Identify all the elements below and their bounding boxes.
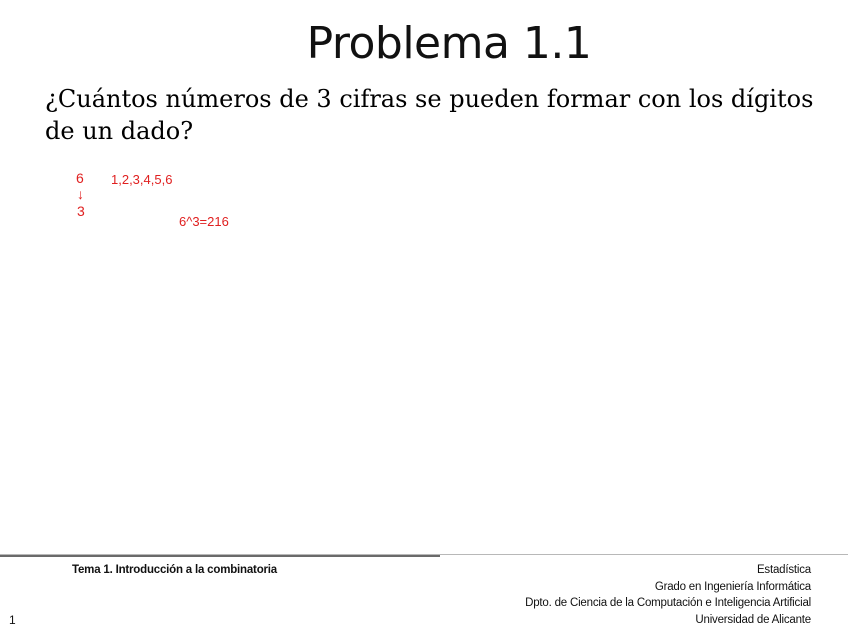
footer-subject: Estadística bbox=[756, 564, 811, 576]
problem-question: ¿Cuántos números de 3 cifras se pueden formar con los dígitos de un dado? bbox=[45, 85, 814, 145]
annotation-digits: 1,2,3,4,5,6 bbox=[111, 172, 173, 187]
footer-institution bbox=[525, 562, 811, 628]
page-number: 1 bbox=[9, 613, 16, 627]
footer-divider-accent bbox=[0, 555, 440, 557]
footer-university: Universidad de Alicante bbox=[695, 613, 811, 626]
annotation-result: 6^3=216 bbox=[179, 214, 229, 229]
annotation-three: 3 bbox=[77, 203, 85, 219]
annotation-six: 6 bbox=[76, 170, 84, 186]
footer-department: Dpto. de Ciencia de la Computación e Inteligencia Artificial bbox=[525, 597, 811, 609]
footer-topic: Tema 1. Introducción a la combinatoria bbox=[72, 564, 277, 576]
footer-degree: Grado en Ingeniería Informática bbox=[654, 580, 811, 593]
slide-title: Problema 1.1 bbox=[306, 18, 592, 69]
down-arrow-icon: ↓ bbox=[77, 186, 84, 202]
